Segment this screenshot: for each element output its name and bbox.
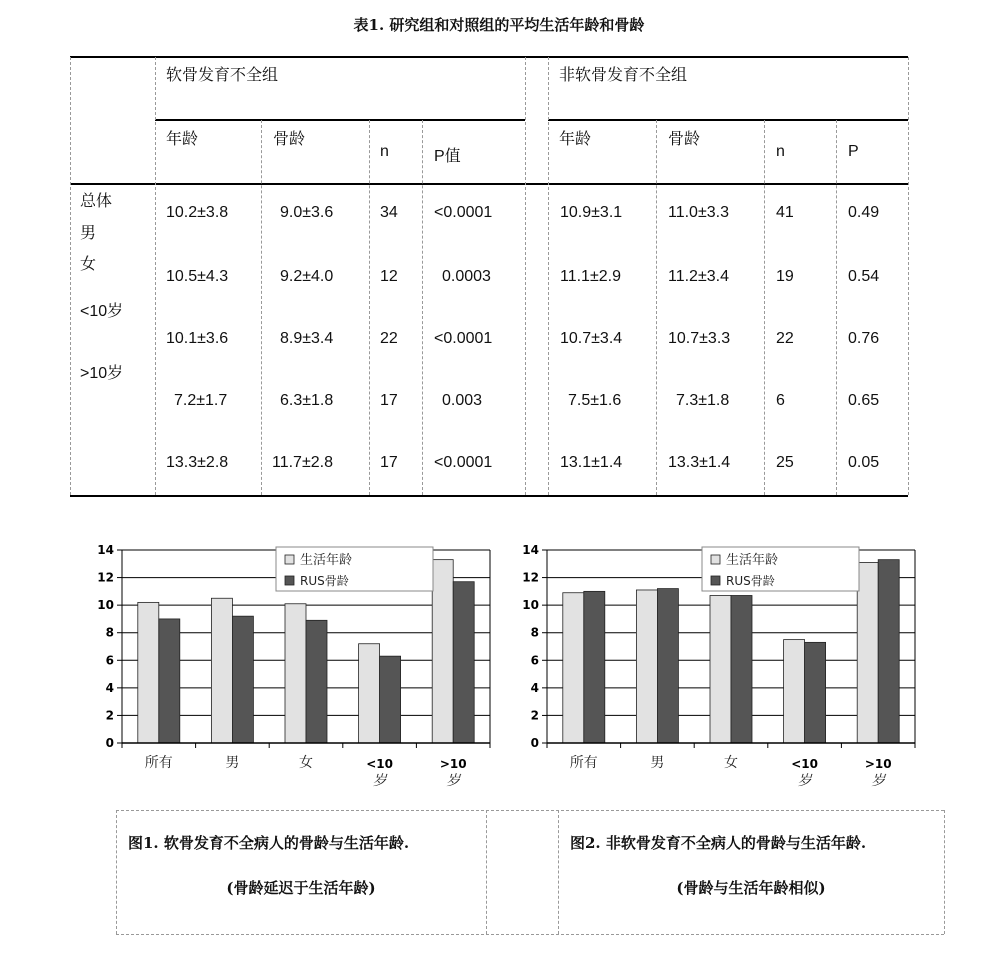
y-tick-label: 14 <box>97 543 114 557</box>
legend-swatch <box>285 555 294 564</box>
table-cell: 9.2±4.0 <box>280 268 334 285</box>
x-tick-label: >10 <box>439 757 467 771</box>
caption-box-border <box>944 810 945 934</box>
bar-bone-age <box>805 642 826 743</box>
caption-box-border <box>116 810 944 811</box>
table-cell: 0.54 <box>848 268 880 285</box>
figure2-subcaption: (骨龄与生活年龄相似) <box>676 879 826 897</box>
legend-label: 生活年龄 <box>726 553 779 568</box>
table-cell: 13.3±1.4 <box>668 454 731 471</box>
table-vline <box>422 120 423 495</box>
table-cell: 41 <box>776 204 794 221</box>
legend-swatch <box>711 576 720 585</box>
table-cell: 13.3±2.8 <box>166 454 229 471</box>
table-cell: 0.0003 <box>442 268 491 285</box>
bar-chart-achondroplasia <box>80 538 500 800</box>
bar-bone-age <box>453 582 474 743</box>
table-cell: 10.7±3.4 <box>560 330 623 347</box>
x-tick-label: 岁 <box>372 773 387 789</box>
table-cell: 13.1±1.4 <box>560 454 623 471</box>
table-cell: 7.3±1.8 <box>676 392 730 409</box>
col-bone-header: 骨龄 <box>668 129 701 148</box>
table-group-rule-right <box>548 119 908 121</box>
table-cell: 7.2±1.7 <box>174 392 228 409</box>
group1-header: 软骨发育不全组 <box>166 65 279 84</box>
table-group-rule-left <box>155 119 525 121</box>
col-n-header: n <box>776 143 785 160</box>
table-bottom-rule <box>70 495 908 497</box>
y-tick-label: 4 <box>530 680 539 695</box>
figure1-subcaption: (骨龄延迟于生活年龄) <box>226 879 376 897</box>
x-tick-label: 岁 <box>797 773 812 789</box>
y-tick-label: 10 <box>97 598 114 613</box>
group2-header: 非软骨发育不全组 <box>559 65 688 84</box>
y-tick-label: 8 <box>105 625 114 640</box>
table-cell: <0.0001 <box>434 204 493 221</box>
x-tick-label: 女 <box>724 755 738 771</box>
row-label-male: 男 <box>80 223 97 242</box>
table-cell: 0.05 <box>848 454 880 471</box>
x-tick-label: 男 <box>225 755 240 771</box>
y-tick-label: 6 <box>530 653 539 668</box>
y-tick-label: 2 <box>530 708 539 723</box>
table-cell: 10.2±3.8 <box>166 204 229 221</box>
col-age-header: 年龄 <box>559 129 592 148</box>
y-tick-label: 2 <box>105 708 114 723</box>
table-cell: 19 <box>776 268 794 285</box>
col-p-header: P值 <box>434 148 461 165</box>
table-vline <box>261 120 262 495</box>
table-vline <box>70 57 71 495</box>
bar-bone-age <box>878 560 899 743</box>
table-cell: 10.7±3.3 <box>668 330 731 347</box>
table-cell: 11.7±2.8 <box>272 454 333 471</box>
bar-bone-age <box>584 591 605 743</box>
legend-swatch <box>285 576 294 585</box>
x-tick-label: 所有 <box>144 755 173 771</box>
table-cell: 25 <box>776 454 794 471</box>
bar-chronological-age <box>784 640 805 743</box>
bar-chronological-age <box>285 604 306 743</box>
bar-bone-age <box>159 619 180 743</box>
y-tick-label: 14 <box>522 543 539 557</box>
y-tick-label: 10 <box>522 598 539 613</box>
legend-swatch <box>711 555 720 564</box>
table-top-rule <box>70 56 908 58</box>
y-tick-label: 0 <box>530 736 539 750</box>
table-cell: 8.9±3.4 <box>280 330 334 347</box>
row-label-over10: >10岁 <box>80 365 124 382</box>
table-vline <box>764 120 765 495</box>
bar-chart-non-achondroplasia <box>505 538 925 800</box>
figure2-caption: 图2. 非软骨发育不全病人的骨龄与生活年龄. <box>570 834 867 852</box>
y-tick-label: 8 <box>530 625 539 640</box>
legend-label: RUS骨龄 <box>726 574 775 588</box>
bar-bone-age <box>731 595 752 743</box>
table-cell: 0.76 <box>848 330 880 347</box>
table-cell: 17 <box>380 454 398 471</box>
table-cell: 11.0±3.3 <box>668 204 729 221</box>
table-cell: 12 <box>380 268 398 285</box>
table-cell: 11.1±2.9 <box>560 268 621 285</box>
table-cell: 9.0±3.6 <box>280 204 334 221</box>
legend-label: 生活年龄 <box>300 553 353 568</box>
bar-bone-age <box>232 616 253 743</box>
col-age-header: 年龄 <box>166 129 199 148</box>
table-cell: 11.2±3.4 <box>668 268 729 285</box>
bar-chronological-age <box>563 593 584 743</box>
y-tick-label: 0 <box>105 736 114 750</box>
table-title: 表1. 研究组和对照组的平均生活年龄和骨龄 <box>353 16 645 34</box>
table-vline <box>369 120 370 495</box>
y-tick-label: 6 <box>105 653 114 668</box>
table-cell: 10.1±3.6 <box>166 330 229 347</box>
table-cell: 0.65 <box>848 392 880 409</box>
table-vline <box>155 57 156 495</box>
table-cell: <0.0001 <box>434 454 493 471</box>
bar-chronological-age <box>138 602 159 743</box>
x-tick-label: <10 <box>791 757 818 771</box>
bar-bone-age <box>657 589 678 743</box>
x-tick-label: 男 <box>650 755 665 771</box>
table-cell: <0.0001 <box>434 330 493 347</box>
table-cell: 10.5±4.3 <box>166 268 229 285</box>
table-vline <box>656 120 657 495</box>
y-tick-label: 4 <box>105 680 114 695</box>
bar-bone-age <box>306 620 327 743</box>
table-cell: 34 <box>380 204 398 221</box>
table-cell: 10.9±3.1 <box>560 204 623 221</box>
bar-chronological-age <box>359 644 380 743</box>
table-cell: 6 <box>776 392 785 409</box>
y-tick-label: 12 <box>522 570 539 585</box>
bar-chronological-age <box>636 590 657 743</box>
x-tick-label: 女 <box>299 755 313 771</box>
x-tick-label: 岁 <box>446 773 461 789</box>
y-tick-label: 12 <box>97 570 114 585</box>
caption-box-border <box>116 934 944 935</box>
col-n-header: n <box>380 143 389 160</box>
row-label-female: 女 <box>80 254 97 273</box>
col-bone-header: 骨龄 <box>273 129 306 148</box>
table-vline <box>548 57 549 495</box>
caption-box-border <box>486 810 487 934</box>
bar-chronological-age <box>211 598 232 743</box>
table-cell: 7.5±1.6 <box>568 392 622 409</box>
x-tick-label: 所有 <box>569 755 598 771</box>
bar-chronological-age <box>432 560 453 743</box>
row-label-total: 总体 <box>80 191 113 210</box>
col-p-header: P <box>848 143 859 160</box>
table-cell: 6.3±1.8 <box>280 392 334 409</box>
table-cell: 0.003 <box>442 392 483 409</box>
bar-chronological-age <box>857 562 878 743</box>
table-cell: 22 <box>380 330 398 347</box>
table-vline <box>525 57 526 495</box>
x-tick-label: <10 <box>366 757 393 771</box>
table-header-rule <box>70 183 908 185</box>
table-cell: 17 <box>380 392 398 409</box>
table-vline <box>836 120 837 495</box>
table-cell: 22 <box>776 330 794 347</box>
x-tick-label: 岁 <box>871 773 886 789</box>
table-cell: 0.49 <box>848 204 880 221</box>
figure1-caption: 图1. 软骨发育不全病人的骨龄与生活年龄. <box>128 834 410 852</box>
caption-box-border <box>558 810 559 934</box>
row-label-under10: <10岁 <box>80 303 124 320</box>
x-tick-label: >10 <box>864 757 892 771</box>
table-vline <box>908 57 909 495</box>
bar-chronological-age <box>710 595 731 743</box>
legend-label: RUS骨龄 <box>300 574 349 588</box>
bar-bone-age <box>380 656 401 743</box>
caption-box-border <box>116 810 117 934</box>
